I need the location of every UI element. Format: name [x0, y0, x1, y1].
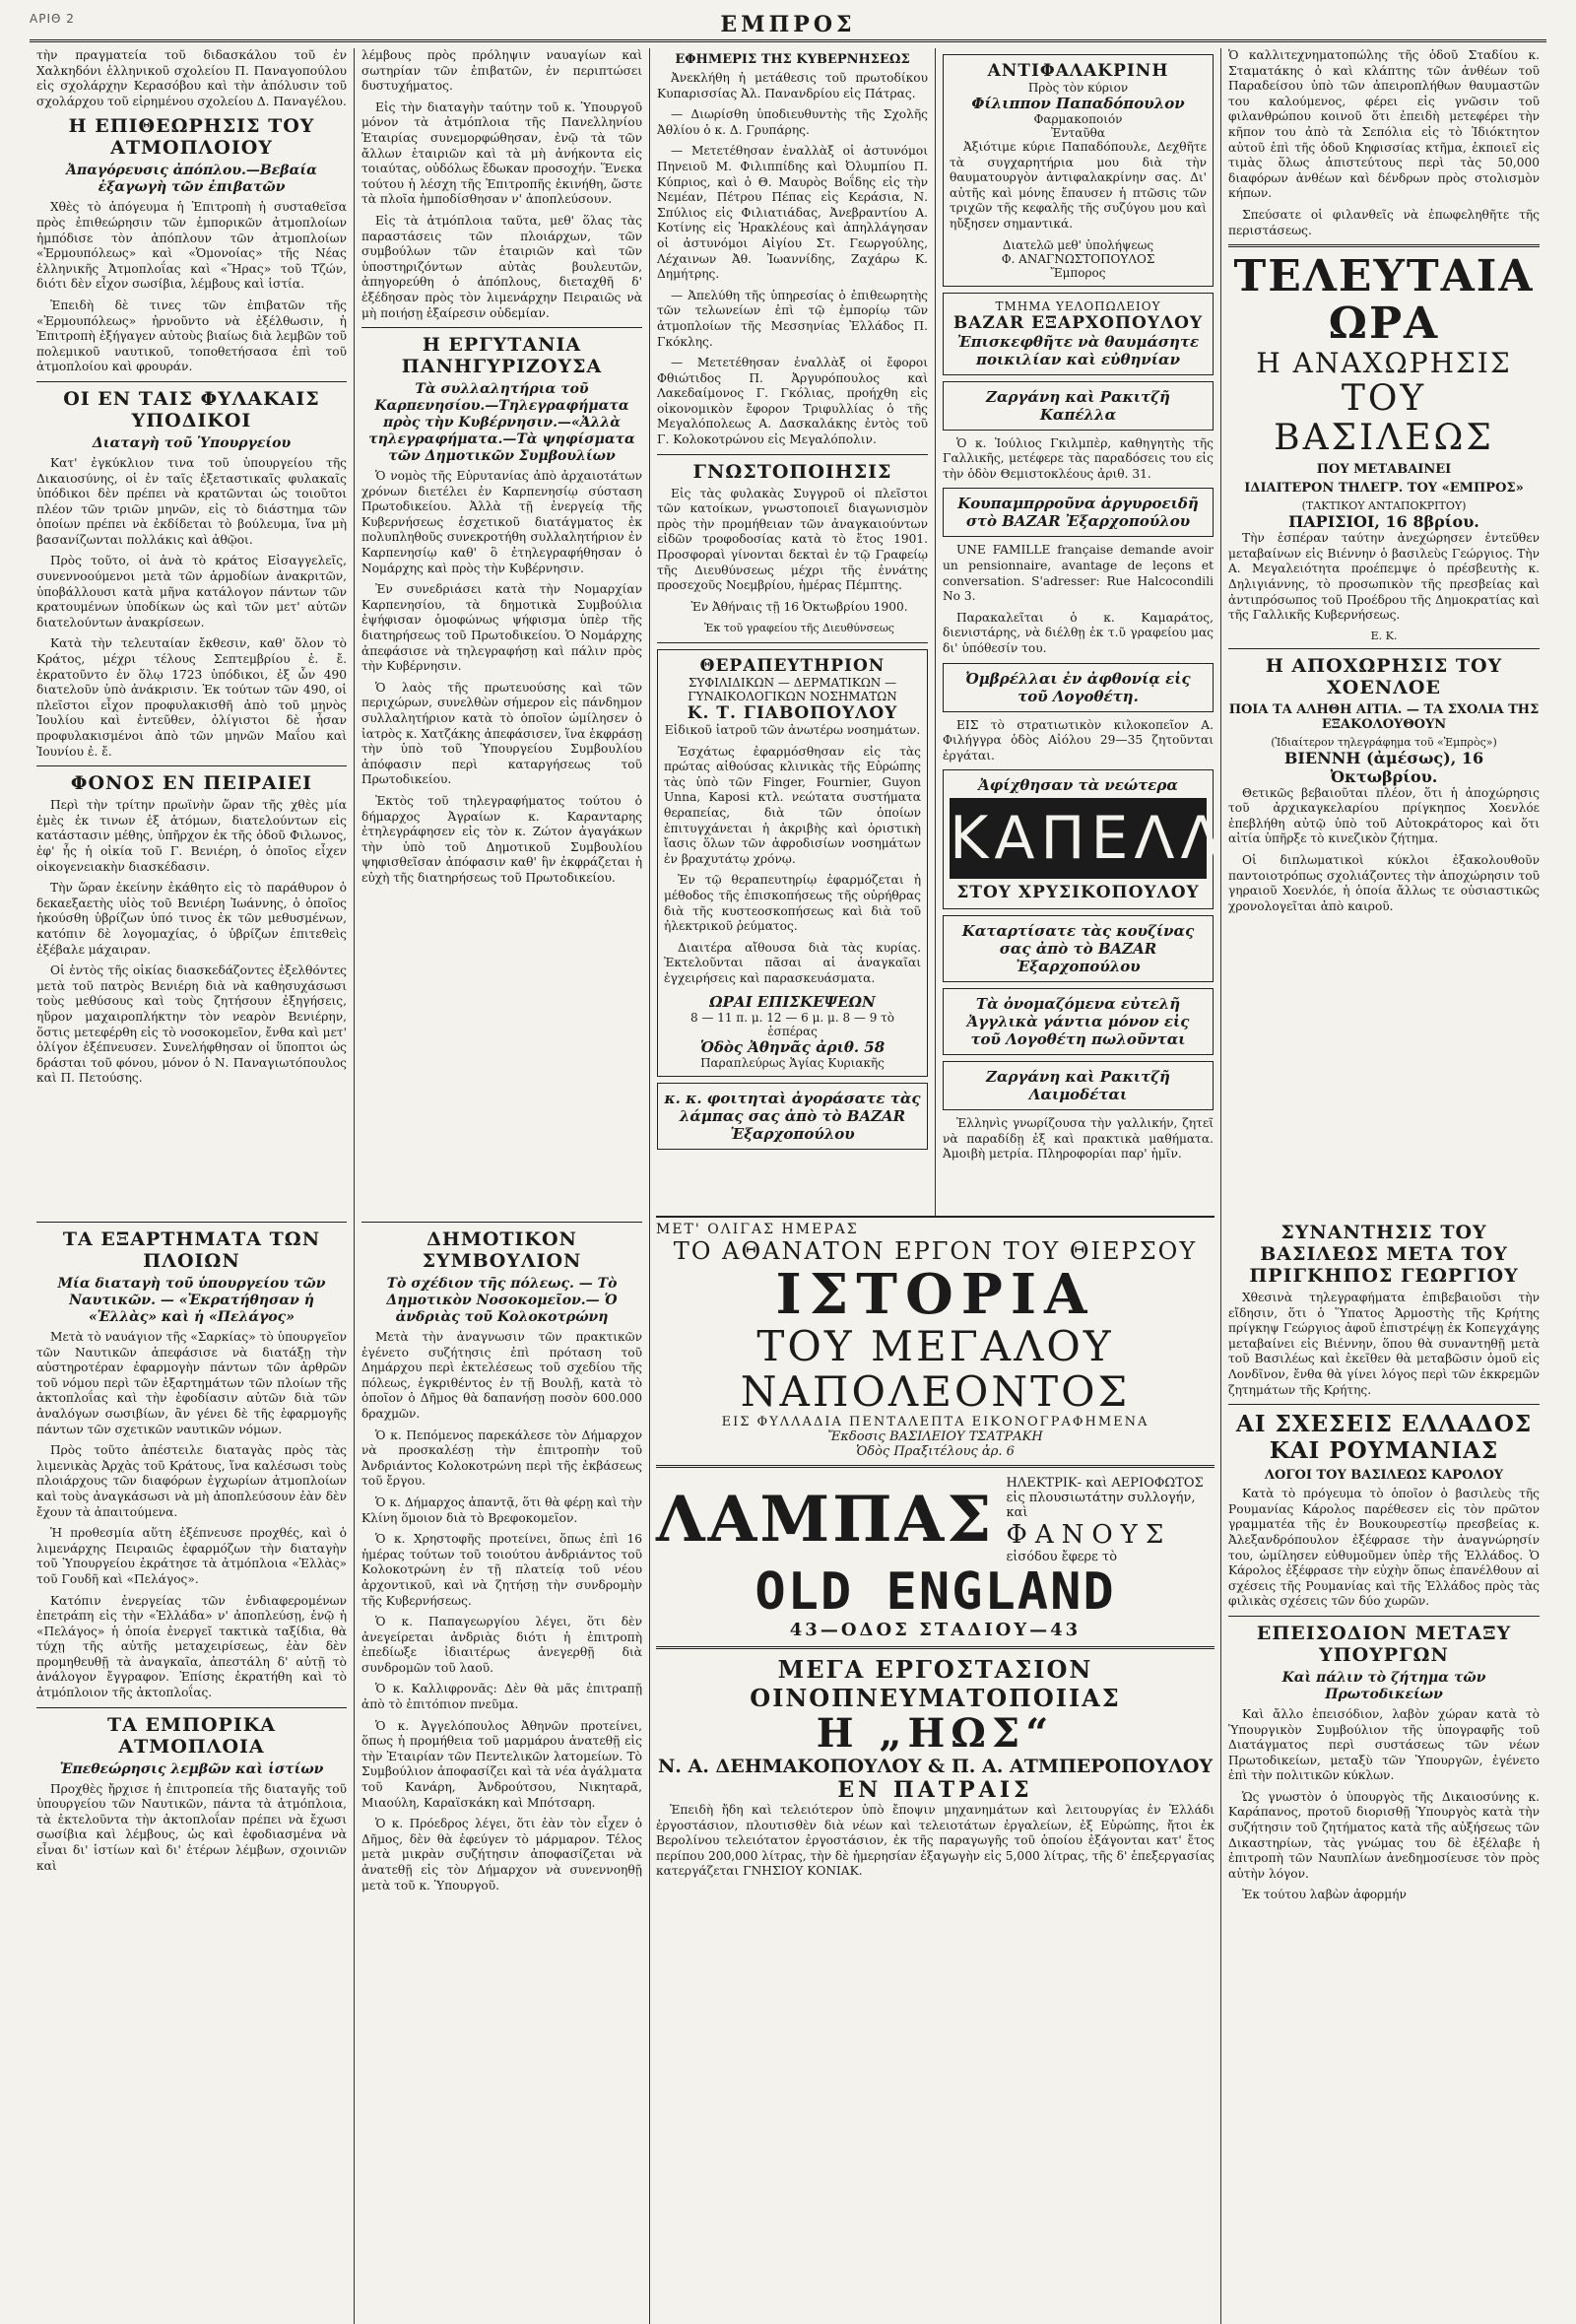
- ad-title: ΜΕΓΑ ΕΡΓΟΣΤΑΣΙΟΝ ΟΙΝΟΠΝΕΥΜΑΤΟΠΟΙΙΑΣ: [750, 1655, 1121, 1712]
- article-text: Μετὰ τὸ ναυάγιον τῆς «Σαρκίας» τὸ ὑπουργεῖον τῶν Ναυτικῶν ἀπεφάσισε νὰ διατάξῃ τὴν αὐστηροτέραν ἐφαρμογὴν πάντων τῶν ἀρθρῶν τοῦ νόμου περὶ τῶν ἐξαρτημάτων τῶν πλοίων τῆς ἀκτοπλοΐας καὶ τὴν ἐφοδίασιν αὐτῶν διὰ τῶν ἀναλόγων σωσιβίων, ἂν γένει δὲ τῆς ἐφαρμογῆς πάντων τῶν σχετικῶν ναυτικῶν νόμων.: [36, 1330, 347, 1436]
- headline: ΣΥΝΑΝΤΗΣΙΣ ΤΟΥ ΒΑΣΙΛΕΩΣ ΜΕΤΑ ΤΟΥ ΠΡΙΓΚΗΠΟΣ ΓΕΩΡΓΙΟΥ: [1249, 1222, 1519, 1287]
- ad-text: Ζαργάνη καὶ Ρακιτζῆ Λαιμοδέται: [986, 1068, 1170, 1104]
- ad-text: ΜΕΤ' ΟΛΙΓΑΣ ΗΜΕΡΑΣ: [656, 1222, 859, 1237]
- article-text: τὴν πραγματεία τοῦ διδασκάλου τοῦ ἐν Χαλκηδόνι ἑλληνικοῦ σχολείου Π. Παναγοπούλου εἰς σχολάρχην Κερασόβου καὶ τὴν ἀπόλυσιν τοῦ σχολάρχου τοῦ εἰρημένου σχολείου Δ. Παναγέλου.: [36, 48, 347, 108]
- divider: [36, 381, 347, 382]
- dateline: ΒΙΕΝΝΗ (ἀμέσως), 16 Ὀκτωβρίου.: [1283, 748, 1484, 786]
- article-text: Ἀνεκλήθη ἡ μετάθεσις τοῦ πρωτοδίκου Κυπαρισσίας Ἀλ. Πανανδρίου εἰς Πάτρας.: [657, 71, 928, 100]
- ad-text: ΣΤΟΥ ΧΡΥΣΙΚΟΠΟΥΛΟΥ: [956, 883, 1200, 903]
- divider: [1228, 648, 1540, 649]
- ad-text: Ἐπισκεφθῆτε νὰ θαυμάσητε ποικιλίαν καὶ εὐθηνίαν: [956, 332, 1200, 368]
- headline: Η ΕΠΙΘΕΩΡΗΣΙΣ ΤΟΥ ΑΤΜΟΠΛΟΙΟΥ: [68, 115, 315, 160]
- bazaar-ad: [657, 1083, 928, 1150]
- ad-text: ΕΝ ΠΑΤΡΑΙΣ: [837, 1777, 1033, 1803]
- umbrella-ad: [943, 663, 1214, 712]
- article-text: Ὡς γνωστὸν ὁ ὑπουργὸς τῆς Δικαιοσύνης κ. Καράπανος, προτοῦ διορισθῇ Ὑπουργὸς κατὰ τὴν συζήτησιν τοῦ ζητήματος κατὰ τῆς αὐξήσεως τῶν Δικαστηρίων, τὰς γνώμας του δὲ ἐξέλαβε ἡ ἐπιτροπὴ τῶν Ναυπλίων ἀνεδημοσίευσε τὸν πρὸς αὐτὴν λόγον.: [1228, 1789, 1540, 1881]
- lamp-ad: [656, 1476, 1215, 1564]
- article-text: Εἰς τὴν διαταγὴν ταύτην τοῦ κ. Ὑπουργοῦ μόνον τὰ ἀτμόπλοια τῆς Πανελληνίου Ἑταιρίας συνεμορφώθησαν, ἐνῷ τὰ τῶν ἄλλων ἑταιριῶν καὶ τὰ μὴ ἀνήκοντα εἰς τοιαύτας, οὐδόλως ἔδωκαν προσοχήν. Ἕνεκα τούτου ἡ λέσχη τῆς Ἐπιτροπῆς ἐκινήθη, ὥστε τὰ πλοῖα ἠμποδίσθησαν ν' ἀποπλεύσουν.: [361, 100, 642, 207]
- ad-text: Τὰ ὀνομαζόμενα εὐτελῆ Ἀγγλικὰ γάντια μόνον εἰς τοῦ Λογοθέτη πωλοῦνται: [966, 995, 1190, 1049]
- article-text: Ὁ λαὸς τῆς πρωτευούσης καὶ τῶν περιχώρων, συνελθὼν σήμερον εἰς πάνδημον συλλαλητήριον κατὰ τὸ ὁποῖον ὡμίλησεν ὁ ἰατρὸς κ. Χατζάκης ἀπεφάσισεν, ἵνα ἐκφράσῃ τὴν ὑπὸ τοῦ Ὑπουργείου Συμβουλίου ἀπόφασιν περὶ καταργήσεως τοῦ Πρωτοδικείου.: [361, 680, 642, 787]
- article-text: Οἱ ἐντὸς τῆς οἰκίας διασκεδάζοντες ἐξελθόντες μετὰ τοῦ πατρὸς Βενιέρη διὰ νὰ καθησυχάσωσι τοὺς μεθύσους καὶ τοὺς ζητήσουν ἐξηγήσεις, ηὕρον μαχαιροπλήκτην τὸν νεαρὸν Βενιέρην, ὅστις μετεφέρθη εἰς τὸ νοσοκομεῖον, ἔνθα καὶ μετ' ὀλίγον ἐξέπνευσεν. Συνελήφθησαν οἱ ὕποπτοι ὡς δράσται τοῦ φόνου, μόνον ὁ Ν. Παναγιωτόπουλος καὶ Π. Πετούσης.: [36, 963, 347, 1086]
- headline: Η ΑΠΟΧΩΡΗΣΙΣ ΤΟΥ ΧΟΕΝΛΟΕ: [1265, 654, 1503, 698]
- divider: [656, 1465, 1215, 1468]
- article-text: Εἰς τὰ ἀτμόπλοια ταῦτα, μεθ' ὅλας τὰς παραστάσεις τῶν πλοιάρχων, τῶν συμβούλων τῶν ἑταιριῶν καὶ τῶν ὑποστηριζόντων αὐτὰς βουλευτῶν, ἀπηγορεύθη ὁ ἀπόπλους, διεταχθῆ δ' ἐξέδησαν πρὸς τὸν λιμενάρχην Πειραιῶς νὰ μὴ ποιήσῃ ἐξαίρεσιν οὐδεμίαν.: [361, 213, 642, 320]
- article-text: Πρὸς τοῦτο ἀπέστειλε διαταγὰς πρὸς τὰς λιμενικὰς Ἀρχὰς τοῦ Κράτους, ἵνα καλέσωσι τοὺς πλοιάρχους τῶν διαφόρων ἐγχωρίων ἀτμοπλοίων καὶ τοὺς ἀναγκάσωσι νὰ μὴ ἀποπλεύσουν ἐὰν δὲν ἔχουν τὰ ἀπαιτούμενα.: [36, 1443, 347, 1519]
- signature: Ε. Κ.: [1370, 629, 1398, 642]
- ad-title: ΑΝΤΙΦΑΛΑΚΡΙΝΗ: [987, 61, 1169, 81]
- subheadline: Μία διαταγὴ τοῦ ὑπουργείου τῶν Ναυτικῶν. — «Ἐκρατήθησαν ἡ «Ἑλλὰς» καὶ ἡ «Πελάγος»: [57, 1276, 326, 1325]
- article-text: Εἰς τὰς φυλακὰς Συγγροῦ οἱ πλεῖστοι τῶν κατοίκων, γνωστοποιεῖ διαγωνισμὸν πρὸς τὴν προμήθειαν τῶν ἀναγκαιούντων εἰδῶν τροφοδοσίας κατὰ τὸ ἔτος 1901. Προσφοραὶ γίνονται δεκταὶ ἐν τῷ Γραφείῳ τῆς Διευθύνσεως μέχρι τῆς ἐννάτης προσεχοῦς Νοεμβρίου, ἡμέρας Πέμπτης.: [657, 486, 928, 593]
- ad-text: Ν. Α. ΔΕΗΜΑΚΟΠΟΥΛΟΥ & Π. Α. ΑΤΜΠΕΡΟΠΟΥΛΟΥ: [657, 1756, 1214, 1777]
- article-text: Ὁ κ. Πεπόμενος παρεκάλεσε τὸν Δήμαρχον νὰ προσκαλέσῃ τὴν ἐπιτροπὴν τοῦ Ἀνδριάντος Κολοκοτρώνη περὶ τῆς ἐκβάσεως τοῦ ἔργου.: [361, 1428, 642, 1489]
- ad-text: Ἔκδοσις ΒΑΣΙΛΕΙΟΥ ΤΣΑΤΡΑΚΗ: [827, 1429, 1043, 1444]
- masthead: [30, 10, 1546, 42]
- clinic-address-note: Παραπλεύρως Ἁγίας Κυριακῆς: [700, 1055, 885, 1070]
- ad-text: 43—ΟΔΟΣ ΣΤΑΔΙΟΥ—43: [789, 1620, 1082, 1640]
- notice-text: ΕΙΣ τὸ στρατιωτικὸν κιλοκοπεῖον Α. Φιλήγγρα ὁδὸς Αἰόλου 29—35 ζητοῦνται ἐργάται.: [943, 717, 1214, 763]
- subheadline: Ἀπαγόρευσις ἀπόπλου.—Βεβαία ἐξαγωγὴ τῶν ἐπιβατῶν: [66, 163, 317, 196]
- article-text: Χθὲς τὸ ἀπόγευμα ἡ Ἐπιτροπὴ ἡ συσταθεῖσα πρὸς ἐπιθεώρησιν τῶν ἐμπορικῶν ἀτμοπλοίων ἠμπόδισε τὸν ἀπόπλουν τῶν ἀτμοπλοίων «Ἑρμουπόλεως» καὶ «Ὁμονοίας» τῆς Νέας ἑλληνικῆς Ἀτμοπλοΐας καὶ «Ἥρας» τοῦ Τζών, διότι δὲν εἶχον σωσίβια, λέμβους καὶ ἱστία.: [36, 200, 347, 292]
- article-text: Ὁ κ. Καλλιφρονᾶς: Δὲν θὰ μᾶς ἐπιτραπῇ ἀπὸ τὸ ἐπιτόπιον πνεῦμα.: [361, 1682, 642, 1712]
- glass-bazaar-ad: [943, 293, 1214, 375]
- article-text: Πρὸς τοῦτο, οἱ ἀνὰ τὸ κράτος Εἰσαγγελεῖς, συνεννοούμενοι μετὰ τῶν ἁρμοδίων ἀνακριτῶν, ὑποβάλλουσι κατὰ μῆνα κατάλογον πάντων τῶν κρατουμένων ὑποδίκων ὡς καὶ τῶν μετ' αὐτῶν διατελούντων ἀνακρίσεων.: [36, 554, 347, 630]
- column-2: [355, 48, 650, 1216]
- subheadline: ΛΟΓΟΙ ΤΟΥ ΒΑΣΙΛΕΩΣ ΚΑΡΟΛΟΥ: [1264, 1468, 1504, 1484]
- ad-title: Η „ΗΩΣ“: [816, 1710, 1055, 1757]
- article-text: Μετὰ τὴν ἀναγνωσιν τῶν πρακτικῶν ἐγένετο συζήτησις ἐπὶ πρόταση τοῦ Δημάρχου περὶ ἐκτελέσεως τοῦ σχεδίου τῆς πόλεως, ἐγκριθέντος ἐν τῇ Βουλῇ, κατὰ τὸ ὁποῖον ὁ Δῆμος θὰ δαπανήσῃ ποσὸν 600.000 δραχμῶν.: [361, 1330, 642, 1421]
- flower-ad-text: Ὁ καλλιτεχνηματοπώλης τῆς ὁδοῦ Σταδίου κ. Σταματάκης ὁ καὶ κλάπτης τῶν ἀνθέων τοῦ Παραδείσου ὑπὸ τῶν ἀπειροπλήθων θαυμαστῶν του καλούμενος, φέρει εἰς γνῶσιν τοῦ φιλανθρώπου κοινοῦ ὅτι ἐπειδὴ μετεφέρει τὴν κῆπον του ἀπὸ τὰ Σεπόλια εἰς τὸ Ἰδιόκτητον αὐτοῦ ἐπὶ τῆς ὁδοῦ Κηφισσίας κτῆμα, ἐκποιεῖ εἰς τιμὰς ὅλως ἀπιστεύτους περὶ τὰς 50,000 διαφόρων ἀνθέων καὶ δένδρων πρὸς στολισμὸν κήπων.: [1228, 48, 1540, 201]
- notice-text: Ἑλληνὶς γνωρίζουσα τὴν γαλλικήν, ζητεῖ νὰ παραδίδῃ ἐξ καὶ πρακτικὰ μαθήματα. Ἀμοιβὴ μετρία. Πληροφορίαι παρ' ἡμῖν.: [943, 1116, 1214, 1162]
- article-text: Κατὰ τὸ πρόγευμα τὸ ὁποῖον ὁ βασιλεὺς τῆς Ρουμανίας Κάρολος παρέθεσεν εἰς τὸν πρῶτον γραμματέα τῆς ἐν Βουκουρεστίῳ πρεσβείας κ. Ἀλεξανδρόπουλον ἐξέφρασε τὴν ἀναγνώρησίν του, ὡμίλησεν εὐθυμοῦμεν ὑπὲρ τῆς Ἑλλάδος. Ὁ Κάρολος ἐξέφρασε τὴν εὐχὴν ὅπως ἐπανέλθουν αἱ σχέσεις τῆς Ρουμανίας καὶ τῆς Ἑλλάδος πρὸς τὰς φιλικὰς σχέσεις τῶν δύο χωρῶν.: [1228, 1487, 1540, 1609]
- ad-text: Ζαργάνη καὶ Ρακιτζῆ Καπέλλα: [986, 387, 1170, 424]
- article-text: Ἐν συνεδριάσει κατὰ τὴν Νομαρχίαν Καρπενησίου, τὰ δημοτικὰ Συμβούλια ἐψήφισαν ὁμοφώνως ψήφισμα ὑπὲρ τῆς διατηρήσεως τοῦ Πρωτοδικείου. Ὁ Νομάρχης ἀπεφάσισε νὰ τηλεγραφήσῃ καὶ πάλιν πρὸς τὴν Κυβέρνησιν.: [361, 582, 642, 674]
- column-4: [936, 48, 1274, 1216]
- divider: [1228, 244, 1540, 247]
- ad-text: Διατελῶ μεθ' ὑπολήψεως: [1002, 237, 1154, 252]
- divider: [1228, 1404, 1540, 1405]
- subheadline: Τὰ συλλαλητήρια τοῦ Καρπενησίου.—Τηλεγραφήματα πρὸς τὴν Κυβέρνησιν.—«Ἀλλὰ τηλεγραφήματα.—Τὰ ψηφίσματα τῶν Δημοτικῶν Συμβουλίων: [368, 381, 635, 465]
- article-text: Καὶ ἄλλο ἐπεισόδιον, λαβὸν χώραν κατὰ τὸ Ὑπουργικὸν Συμβούλιον τῆς ὑπογραφῆς τοῦ Διατάγματος περὶ συστάσεως τῶν νέων Πρωτοδικείων, μεταξὺ τῶν Ὑπουργῶν, ἐγένετο ἐπὶ τὴν πολιτικῶν κύκλων.: [1228, 1706, 1540, 1783]
- article-text: Κατὰ τὴν τελευταίαν ἔκθεσιν, καθ' ὅλον τὸ Κράτος, μέχρι τέλους Σεπτεμβρίου ἐ. ἔ. ἐκρατοῦντο ἐν ὅλῳ 1723 ὑπόδικοι, ἐξ ὧν 490 διατελοῦν ὑπὸ ἀνάκρισιν. Ἐκ τούτων τῶν 490, οἱ πλεῖστοι εἶχον προφυλακισθῆ ἀπὸ τοῦ μηνὸς Ἰουλίου καὶ ἐντεῦθεν, ὀλίγιστοι δὲ ἦσαν προφυλακισμένοι ἀπὸ τῶν μηνῶν Μαΐου καὶ Ἰουνίου ἐ. ἔ.: [36, 636, 347, 759]
- article-text: Ὁ κ. Ἀγγελόπουλος Ἀθηνῶν προτείνει, ὅπως ἡ προμήθεια τοῦ μαρμάρου ἀνατεθῇ εἰς τὴν Ἐταιρίαν τῶν Πεντελικῶν λατομείων. Τὸ Συμβούλιον ἀποφασίζει καὶ τὰ νέα ἀγάλματα τοῦ Κανάρη, Ἀνδρούτσου, Νικηταρᾶ, Μιαούλη, Καραϊσκάκη καὶ Μπότσαρη.: [361, 1718, 642, 1810]
- ad-text: Φίλιππον Παπαδόπουλον: [971, 95, 1185, 112]
- headline: ΔΗΜΟΤΙΚΟΝ ΣΥΜΒΟΥΛΙΟΝ: [422, 1228, 582, 1272]
- article-text: — Ἀπελύθη τῆς ὑπηρεσίας ὁ ἐπιθεωρητὴς τῶν τελωνείων ἐπὶ τῷ ἐμπορίῳ τῶν ἀτμοπλοίων τῆς Μεσσηνίας Ἐλλάδος Π. Γκόκλης.: [657, 288, 928, 349]
- ad-text: κ. κ. φοιτηταὶ ἀγοράσατε τὰς λάμπας σας ἀπὸ τὸ BAZAR Ἐξαρχοπούλου: [664, 1089, 921, 1143]
- signature: Ἐκ τοῦ γραφείου τῆς Διευθύνσεως: [704, 622, 894, 635]
- article-text: Χθεσινὰ τηλεγραφήματα ἐπιβεβαιοῦσι τὴν εἴδησιν, ὅτι ὁ Ὕπατος Ἁρμοστὴς τῆς Κρήτης πρίγκηψ Γεώργιος ἀφοῦ ἐπιστρέψῃ ἐκ Κοπεγχάγης μεταβαίνει εἰς Βιέννην, ὅπου θὰ συναντηθῇ μετὰ τοῦ Βασιλέως καὶ ἐκεῖθεν θὰ μεταβῶσιν ὁμοῦ εἰς Λονδῖνον, ἔνθα θὰ γίνει λόγος περὶ τῶν ἐκκρεμῶν ζητημάτων τῆς Κρήτης.: [1228, 1291, 1540, 1397]
- flower-ad-text: Σπεύσατε οἱ φιλανθεῖς νὰ ἐπωφεληθῆτε τῆς περιστάσεως.: [1228, 207, 1540, 237]
- visit-hours-label: ΩΡΑΙ ΕΠΙΣΚΕΨΕΩΝ: [709, 992, 876, 1011]
- subheadline: Διαταγὴ τοῦ Ὑπουργείου: [92, 434, 292, 451]
- subheadline: Καὶ πάλιν τὸ ζήτημα τῶν Πρωτοδικείων: [1281, 1669, 1486, 1702]
- headline: ΦΟΝΟΣ ΕΝ ΠΕΙΡΑΙΕΙ: [70, 772, 313, 795]
- headline: ΕΦΗΜΕΡΙΣ ΤΗΣ ΚΥΒΕΡΝΗΣΕΩΣ: [675, 52, 910, 67]
- ad-text: Καταρτίσατε τὰς κουζίνας σας ἀπὸ τὸ BAZAR Ἐξαρχοπούλου: [961, 922, 1195, 976]
- lamp-ad-details: [1007, 1476, 1215, 1564]
- lower-middle-ads: [650, 1216, 1221, 2324]
- ad-title: ΛΑΜΠΑΣ: [656, 1483, 995, 1557]
- ad-title: ΤΟΥ ΜΕΓΑΛΟΥ ΝΑΠΟΛΕΟΝΤΟΣ: [740, 1322, 1131, 1416]
- headline: ΤΑ ΕΞΑΡΤΗΜΑΤΑ ΤΩΝ ΠΛΟΙΩΝ: [62, 1228, 321, 1272]
- ad-text: Φαρμακοποιόν: [1033, 112, 1123, 126]
- subheadline: ΠΟΥ ΜΕΤΑΒΑΙΝΕΙ: [1316, 462, 1452, 478]
- clinic-doctor: Κ. Τ. ΓΙΑΒΟΠΟΥΛΟΥ: [687, 703, 898, 723]
- divider: [657, 454, 928, 455]
- column-5: [1221, 48, 1546, 1216]
- article-text: Ὁ κ. Παπαγεωργίου λέγει, ὅτι δὲν ἀνεγείρεται ἀνδριὰς διότι ἡ ἐπιτροπὴ ἐπεδίωξε ἰδιαιτέρως ἀνεγερθῇ διὰ συνδρομῶν τοῦ λαοῦ.: [361, 1615, 642, 1675]
- silver-bazaar-ad: [943, 488, 1214, 537]
- clinic-address: Ὁδὸς Ἀθηνᾶς ἀριθ. 58: [699, 1037, 886, 1056]
- divider: [36, 765, 347, 766]
- headline: Η ΑΝΑΧΩΡΗΣΙΣ: [1256, 347, 1512, 380]
- column-1-lower: [30, 1216, 355, 2324]
- article-text: Ὁ κ. Δήμαρχος ἀπαντᾷ, ὅτι θὰ φέρῃ καὶ τὴν Κλίνη ὅμοιον διὰ τὸ Βρεφοκομεῖον.: [361, 1494, 642, 1525]
- headline: Η ΕΡΓΥΤΑΝΙΑ ΠΑΝΗΓΥΡΙΖΟΥΣΑ: [401, 334, 603, 378]
- page-number: ΑΡΙΘ 2: [30, 12, 75, 26]
- ad-text: ΗΛΕΚΤΡΙΚ- καὶ ΑΕΡΙΟΦΩΤΟΣ: [1006, 1476, 1204, 1491]
- ad-text: ΕΙΣ ΦΥΛΛΑΔΙΑ ΠΕΝΤΑΛΕΠΤΑ ΕΙΚΟΝΟΓΡΑΦΗΜΕΝΑ: [721, 1415, 1149, 1429]
- ad-text: ΤΟ ΑΘΑΝΑΤΟΝ ΕΡΓΟΝ ΤΟΥ ΘΙΕΡΣΟΥ: [673, 1237, 1198, 1265]
- headline: ΤΟΥ ΒΑΣΙΛΕΩΣ: [1274, 378, 1494, 459]
- column-2-lower: [355, 1216, 650, 2324]
- divider: [361, 327, 642, 328]
- article-text: Ἐκτὸς τοῦ τηλεγραφήματος τούτου ὁ δήμαρχος Ἀγραίων κ. Καρανταρης ἐτηλεγράφησεν εἰς τὸν κ. Ζώτον ἀγαγάκων τὴν ὑπὸ τοῦ Δημοτικοῦ Συμβουλίου ψηφισθεῖσαν ἀπόφασιν καθ' ἣν ἐκφράζεται ἡ εὐχὴ τῆς διατηρήσεως τοῦ Πρωτοδικείου.: [361, 793, 642, 885]
- column-3: [650, 48, 936, 1216]
- newspaper-title: ΕΜΠΡΟΣ: [720, 12, 856, 37]
- ad-text: Ἐνταῦθα: [1051, 126, 1105, 140]
- notice-text: Ὁ κ. Ἰούλιος Γκιλμπὲρ, καθηγητὴς τῆς Γαλλικῆς, μετέφερε τὰς παραδόσεις του εἰς τὴν ὁδὸν Θεμιστοκλέους ἀριθ. 31.: [943, 435, 1214, 481]
- ad-text: Κουπαμπρροῦνα ἀργυροειδῆ: [957, 495, 1199, 513]
- ad-text: εἰσόδου ἔφερε τὸ: [1006, 1550, 1118, 1564]
- headline: ΕΠΕΙΣΟΔΙΟΝ ΜΕΤΑΞΥ ΥΠΟΥΡΓΩΝ: [1256, 1622, 1512, 1666]
- divider: [36, 1707, 347, 1708]
- headline: ΟΙ ΕΝ ΤΑΙΣ ΦΥΛΑΚΑΙΣ ΥΠΟΔΙΚΟΙ: [63, 387, 320, 432]
- article-text: — Διωρίσθη ὑποδιευθυντὴς τῆς Σχολῆς Ἀθλίου ὁ κ. Δ. Γρυπάρης.: [657, 107, 928, 137]
- last-hour-banner: ΤΕΛΕΥΤΑΙΑ ΩΡΑ: [1233, 251, 1535, 350]
- ad-text: Ἔμπορος: [1050, 265, 1106, 280]
- subheadline: Ἐπεθεώρησις λεμβῶν καὶ ἱστίων: [59, 1760, 324, 1777]
- clinic-specialties: ΣΥΦΙΛΙΔΙΚΩΝ — ΔΕΡΜΑΤΙΚΩΝ — ΓΥΝΑΙΚΟΛΟΓΙΚΩΝ ΝΟΣΗΜΑΤΩΝ: [688, 676, 897, 703]
- old-england-ad: [656, 1564, 1215, 1640]
- article-text: Ὁ κ. Χρηστοφῆς προτείνει, ὅπως ἐπὶ 16 ἡμέρας τούτων τοῦ τοιούτου ἀνδριάντος τοῦ Κολοκοτρώνη ἐν τῇ πλατείᾳ τοῦ νέου ἀρχοντικοῦ, καὶ νὰ ζητήσῃ τὴν συνδρομὴν τῆς Κυβερνήσεως.: [361, 1532, 642, 1608]
- ad-text: Πρὸς τὸν κύριον: [1027, 81, 1129, 95]
- ad-text: τοῦ Λογοθέτη.: [1018, 687, 1139, 705]
- article-text: Ὁ νομὸς τῆς Εὐρυτανίας ἀπὸ ἀρχαιοτάτων χρόνων διετέλει ἐν Καρπενησίῳ σύσταση Πρωτοδικείου. Ἀλλὰ τῇ ἐνεργείᾳ τῆς Κυβερνήσεως ἐσχετικοῦ διατάγματος ἐκ πολυπληθοῦς συνεκροτήθη συλλαλητήριον ἐν Καρπενησίῳ καθ' ὃ ἐτηλεγραφήθησαν ὁ Νομάρχης καὶ πρὸς τὴν Κυβέρνησιν.: [361, 469, 642, 575]
- article-text: Οἱ διπλωματικοὶ κύκλοι ἐξακολουθοῦν παντοιοτρόπως σχολιάζοντες τὴν ἀποχώρησιν τοῦ γηραιοῦ Χοενλόε, ἡ ὁποία ἄλλως τε οὐσιαστικῶς χρονολογεῖται ἀπὸ καιροῦ.: [1228, 853, 1540, 913]
- neckties-ad: [943, 1061, 1214, 1110]
- gloves-ad: [943, 988, 1214, 1055]
- article-text: Ἐκ τούτου λαβὼν ἀφορμήν: [1242, 1888, 1407, 1902]
- article-text: Θετικῶς βεβαιοῦται πλέον, ὅτι ἡ ἀποχώρησις τοῦ ἀρχικαγκελαρίου πρίγκηπος Χοενλόε ἐπεβλήθη αὐτῷ ὑπὸ τοῦ Αὐτοκράτορος καὶ ὅτι αἰτία ὑπῆρξε τὸ κινεζικὸν ζήτημα.: [1228, 785, 1540, 846]
- notice-text: UNE FAMILLE française demande avoir un pensionnaire, avantage de leçons et conversation. S'adresser: Rue Halcocondili No 3.: [943, 543, 1214, 604]
- ad-text: Εἰδικοῦ ἰατροῦ τῶν ἀνωτέρω νοσημάτων.: [664, 723, 921, 737]
- upper-section: [30, 48, 1546, 1216]
- subheadline: Τὸ σχέδιον τῆς πόλεως. — Τὸ Δημοτικὸν Νοσοκομεῖον.— Ὁ ἀνδριὰς τοῦ Κολοκοτρώνη: [386, 1276, 618, 1325]
- kapella-ad: [943, 769, 1274, 909]
- ad-text: Ἀφίχθησαν τὰ νεώτερα: [978, 776, 1178, 795]
- ad-text: στὸ BAZAR Ἐξαρχοπούλου: [965, 512, 1191, 531]
- subheadline: (ΤΑΚΤΙΚΟΥ ΑΝΤΑΠΟΚΡΙΤΟΥ): [1301, 499, 1467, 513]
- article-text: Τὴν ὥραν ἐκείνην ἐκάθητο εἰς τὸ παράθυρον ὁ δεκαεξαετὴς υἱὸς τοῦ Βενιέρη Ἰωάννης, ὁ ὁποῖος ἠκούσθη ὑβρίζων ὑπό τινος ἐκ τῶν μεθυσμένων, κατόπιν δὲ λογομαχίας, ὁ ὑβρίζων ἐπιτεθεὶς ἐξέβαλε μάχαιραν.: [36, 881, 347, 957]
- headline: ΤΑ ΕΜΠΟΡΙΚΑ ΑΤΜΟΠΛΟΙΑ: [107, 1713, 276, 1758]
- ad-text: Ἐν τῷ θεραπευτηρίῳ ἐφαρμόζεται ἡ μέθοδος τῆς ἐπισκοπήσεως τῆς οὐρήθρας διὰ τῆς κυστεοσκοπήσεως καὶ διὰ τοῦ ἠλεκτρικοῦ ῥεύματος.: [664, 873, 921, 934]
- visit-hours: 8 — 11 π. μ. 12 — 6 μ. μ. 8 — 9 τὸ ἑσπέρας: [690, 1010, 895, 1038]
- subheadline: ΠΟΙΑ ΤΑ ΑΛΗΘΗ ΑΙΤΙΑ. — ΤΑ ΣΧΟΛΙΑ ΤΗΣ ΕΞΑΚΟΛΟΥΘΟΥΝ: [1228, 701, 1540, 732]
- dateline: Ἐν Ἀθήναις τῇ 16 Ὀκτωβρίου 1900.: [690, 599, 908, 614]
- column-1: [30, 48, 355, 1216]
- article-text: Ἐπειδὴ δὲ τινες τῶν ἐπιβατῶν τῆς «Ἑρμουπόλεως» ἠρνοῦντο νὰ ἐξέλθωσιν, ἡ Ἐπιτροπὴ ἐξήγαγεν αὐτοὺς βιαίως διὰ λεμβῶν τοῦ πολεμικοῦ ναυτικοῦ, τοποθετήσασα ἐπὶ τοῦ ἀτμοπλοίου καὶ φρουράν.: [36, 298, 347, 374]
- column-5-lower: [1221, 1216, 1546, 2324]
- ad-text: ΤΜΗΜΑ ΥΕΛΟΠΩΛΕΙΟΥ: [995, 299, 1161, 313]
- ad-text: Ἐσχάτως ἐφαρμόσθησαν εἰς τὰς πρώτας αἰθούσας κλινικὰς τῆς Εὐρώπης τὰς ὑπὸ τῶν Finger, Fournier, Guyon Unna, Kaposi κτλ. νεώτατα συστήματα θεραπείας, διὰ τῶν ὁποίων ἐπιτυγχάνεται ἡ ἀκριβὴς καὶ ὁριστικὴ ἴασις ὅλων τῶν ἀφροδισίων νοσημάτων ἐν βραχυτάτῳ χρόνῳ.: [664, 744, 921, 866]
- subheadline: (Ἰδιαίτερον τηλεγράφημα τοῦ «Ἐμπρὸς»): [1271, 735, 1497, 749]
- kitchen-bazaar-ad: [943, 915, 1214, 982]
- ad-title: ΙΣΤΟΡΙΑ: [775, 1262, 1095, 1327]
- headline: ΓΝΩΣΤΟΠΟΙΗΣΙΣ: [692, 460, 892, 483]
- article-text: Ἡ προθεσμία αὕτη ἐξέπνευσε προχθές, καὶ ὁ λιμενάρχης Πειραιῶς ἐφαρμόζων τὴν διαταγὴν τοῦ Ὑπουργείου ἐκράτησε τὰ ἀτμόπλοια «Ἑλλὰς» τοῦ Γουδῆ καὶ «Πελάγος».: [36, 1526, 347, 1586]
- ad-text: Ὀμβρέλλαι ἐν ἀφθονίᾳ εἰς: [965, 669, 1191, 688]
- article-text: — Μετετέθησαν ἐναλλὰξ οἱ ἔφοροι Φθιώτιδος Π. Ἀργυρόπουλος καὶ Λακεδαίμονος Γ. Γκόλιας, προήχθη εἰς οἰκονομικὸν ἔφορον Τριφυλλίας ὁ τῆς Μεγαλόπολεως Α. Δασκαλάκης ἐντὸς τοῦ Γ. Κολοκοτρώνου εἰς Μεγαλόπολιν.: [657, 356, 928, 447]
- kapella-banner: ΚΑΠΕΛΛΑ: [950, 798, 1207, 879]
- clinic-title: ΘΕΡΑΠΕΥΤΗΡΙΟΝ: [699, 656, 886, 676]
- lower-section: [30, 1216, 1546, 2324]
- notice-text: Παρακαλεῖται ὁ κ. Καμαράτος, διενιστάρης, νὰ διέλθῃ ἐκ τ.ῦ γραφείου μας δι' ὑπόθεσίν του.: [943, 610, 1214, 655]
- divider: [657, 642, 928, 643]
- article-text: Ὁ κ. Πρόεδρος λέγει, ὅτι ἐὰν τὸν εἶχεν ὁ Δῆμος, δὲν θὰ ἐφεύγεν τὸ μάρμαρον. Τέλος μετὰ μικρὰν συζήτησιν ἀποφασίζεται νὰ ἀνατεθῇ εἰς τὸν Δήμαρχον νὰ συνεννοηθῇ μετὰ τοῦ κ. Ὑπουργοῦ.: [361, 1817, 642, 1892]
- antifalakrini-ad: [943, 54, 1214, 287]
- dateline: ΠΑΡΙΣΙΟΙ, 16 8βρίου.: [1288, 512, 1479, 532]
- ad-text: εἰς πλουσιωτάτην συλλογήν, καὶ: [1006, 1491, 1196, 1520]
- article-text: Περὶ τὴν τρίτην πρωϊνὴν ὥραν τῆς χθὲς μία ἐμὲς ἐκ τινων ἐξ ἀτόμων, διατελούντων εἰς κατάστασιν μέθης, ὑπῆρχον ἐκ τῆς ὁδοῦ Φιλωνος, ἐφ' ἧς ἡ οἰκία τοῦ Γ. Βενιέρη, ὁ ὁποῖος εἶχεν οἰκογενειακὴν διασκέδασιν.: [36, 798, 347, 874]
- hat-ad: [943, 381, 1214, 431]
- ad-text: Ὁδὸς Πραξιτέλους ἀρ. 6: [856, 1444, 1015, 1459]
- divider: [656, 1646, 1215, 1649]
- article-text: — Μετετέθησαν ἐναλλὰξ οἱ ἀστυνόμοι Πηνειοῦ Μ. Φιλιππίδης καὶ Ὀλυμπίου Π. Κύπριος, καὶ ὁ Θ. Μαυρὸς Βοΐδης εἰς τὴν Νεμέαν, Πέτρου Πέπας εἰς Κεράσια, Ν. Σπύλιος εἰς Φιλιατιάδας, Ἀνεβραντίου Α. Κοτίνης εἰς Ἠρακλέους καὶ ἀπηλλάγησαν οἱ ἀστυνόμοι Αἰγίου Στ. Γεωργούλης, Λέχαινων Ἀθ. Ἰωαννίδης, Ζαχάρω Κ. Δημήτρης.: [657, 144, 928, 282]
- ad-title: BAZAR ΕΞΑΡΧΟΠΟΥΛΟΥ: [952, 312, 1204, 333]
- ad-title: OLD ENGLAND: [755, 1562, 1116, 1622]
- article-text: Κατ' ἐγκύκλιον τινα τοῦ ὑπουργείου τῆς Δικαιοσύνης, οἱ ἐν ταῖς ἐξεταστικαῖς φυλακαῖς ὑπόδικοι δὲν πρέπει νὰ κρατῶνται ὡς τοιοῦτοι πλέον τῶν τριῶν μηνῶν, εἰς τὸ διάστημα τῶν ὁποίων πρέπει νὰ ἐκδίδεται τὸ βούλευμα, ἵνα μὴ βασανίζωνται πολλάκις καὶ ἀθῷοι.: [36, 455, 347, 547]
- ad-text: Διαιτέρα αἴθουσα διὰ τὰς κυρίας. Ἐκτελοῦνται πᾶσαι αἱ ἀναγκαῖαι ἐγχειρήσεις καὶ παρασκευάσματα.: [664, 940, 921, 985]
- distillery-ad: [656, 1655, 1215, 1880]
- article-text: Τὴν ἑσπέραν ταύτην ἀνεχώρησεν ἐντεῦθεν μεταβαίνων εἰς Βιέννην ὁ βασιλεὺς Γεώργιος. Τὴν Α. Μεγαλειότητα προέπεμψε ὁ πρέσβευτὴς κ. Δηλιγιάννης, τὸ προσωπικὸν τῆς πρεσβείας καὶ ἀντιπρόσωπος τοῦ Προέδρου τῆς Δημοκρατίας καὶ τῆς Γαλλικῆς Κυβερνήσεως.: [1228, 531, 1540, 623]
- ad-text: Ἐπειδὴ ἤδη καὶ τελειότερον ὑπὸ ἔποψιν μηχανημάτων καὶ λειτουργίας ἐν Ἑλλάδι ἐργοστάσιον, πλουτισθὲν διὰ νέων καὶ τελειοτάτων ἐργαλείων, ἐξ Εὐρώπης, ἤτοι ἐκ Βερολίνου τελειότατον ἐργοστάσιον, ἐκ τῆς παραγωγῆς τοῦ ὁποίου ἐξάγονται κατ' ἔτος περίπου 200,000 λίτρας, τὴν δὲ ἡμερησίαν ἐξαγωγὴν εἰς 5,000 λίτρας, τῆς δ' ἐπεξεργασίας κατεργάζεται ΓΝΗΣΙΟΥ ΚΟΝΙΑΚ.: [656, 1803, 1215, 1879]
- article-text: Προχθὲς ἤρχισε ἡ ἐπιτροπεία τῆς διαταγῆς τοῦ ὑπουργείου τῶν Ναυτικῶν, πάντα τὰ ἀτμόπλοια, τὰ ἐκτελοῦντα τὴν ἀκτοπλοΐαν πρέπει νὰ ἔχωσι σωσίβια καὶ λέμβους, ὡς καὶ ἐφοδιασμένα νὰ εἶναι δι' ἱστίων καὶ δι' ἑτέρων λέμβων, σχοινιῶν καὶ: [36, 1781, 347, 1873]
- newspaper-page: [30, 10, 1546, 2295]
- divider: [36, 1222, 347, 1223]
- headline: ΑΙ ΣΧΕΣΕΙΣ ΕΛΛΑΔΟΣ ΚΑΙ ΡΟΥΜΑΝΙΑΣ: [1235, 1411, 1533, 1465]
- subheadline: ΙΔΙΑΙΤΕΡΟΝ ΤΗΛΕΓΡ. ΤΟΥ «ΕΜΠΡΟΣ»: [1244, 481, 1524, 497]
- divider: [1228, 1616, 1540, 1617]
- article-text: λέμβους πρὸς πρόληψιν ναυαγίων καὶ σωτηρίαν τῶν ἐπιβατῶν, ἐν περιπτώσει δυστυχήματος.: [361, 48, 642, 94]
- ad-text: ΦΑΝΟΥΣ: [1006, 1520, 1172, 1550]
- ad-text: Ἀξιότιμε κύριε Παπαδόπουλε, Δεχθῆτε τὰ συγχαρητήρια μου διὰ τὴν θαυματουργὸν ἀντιφαλακρίνην σας. Δι' αὐτῆς καὶ μόνης ἔπαυσεν ἡ πτῶσις τῶν τριχῶν τῆς κεφαλῆς τῆς συζύγου μου καὶ ηὔξησεν σημαντικά.: [950, 140, 1207, 231]
- ad-signature: Φ. ΑΝΑΓΝΩΣΤΟΠΟΥΛΟΣ: [1001, 251, 1155, 266]
- article-text: Κατόπιν ἐνεργείας τῶν ἐνδιαφερομένων ἐπετράπη εἰς τὴν «Ἑλλάδα» ν' ἀποπλεύσῃ, ἐνῷ ἡ «Πελάγος» ἡ ὁποία ἐνεργεῖ τακτικὰ ταξίδια, θὰ τύχῃ τῆς αὐτῆς μεταχειρίσεως, ἐὰν δὲν προμηθευθῇ τὰ ἀναγκαῖα, ἀπεστάλη δ' αὐτῇ τὸ ἀνάλογον ἔγγραφον. Ἐπίσης ἐκρατήθη καὶ τὸ ἀτμόπλοιον τῆς ἀκτοπλοΐας.: [36, 1593, 347, 1700]
- divider: [361, 1222, 642, 1223]
- clinic-ad: [657, 649, 928, 1077]
- history-ad: [656, 1216, 1215, 1459]
